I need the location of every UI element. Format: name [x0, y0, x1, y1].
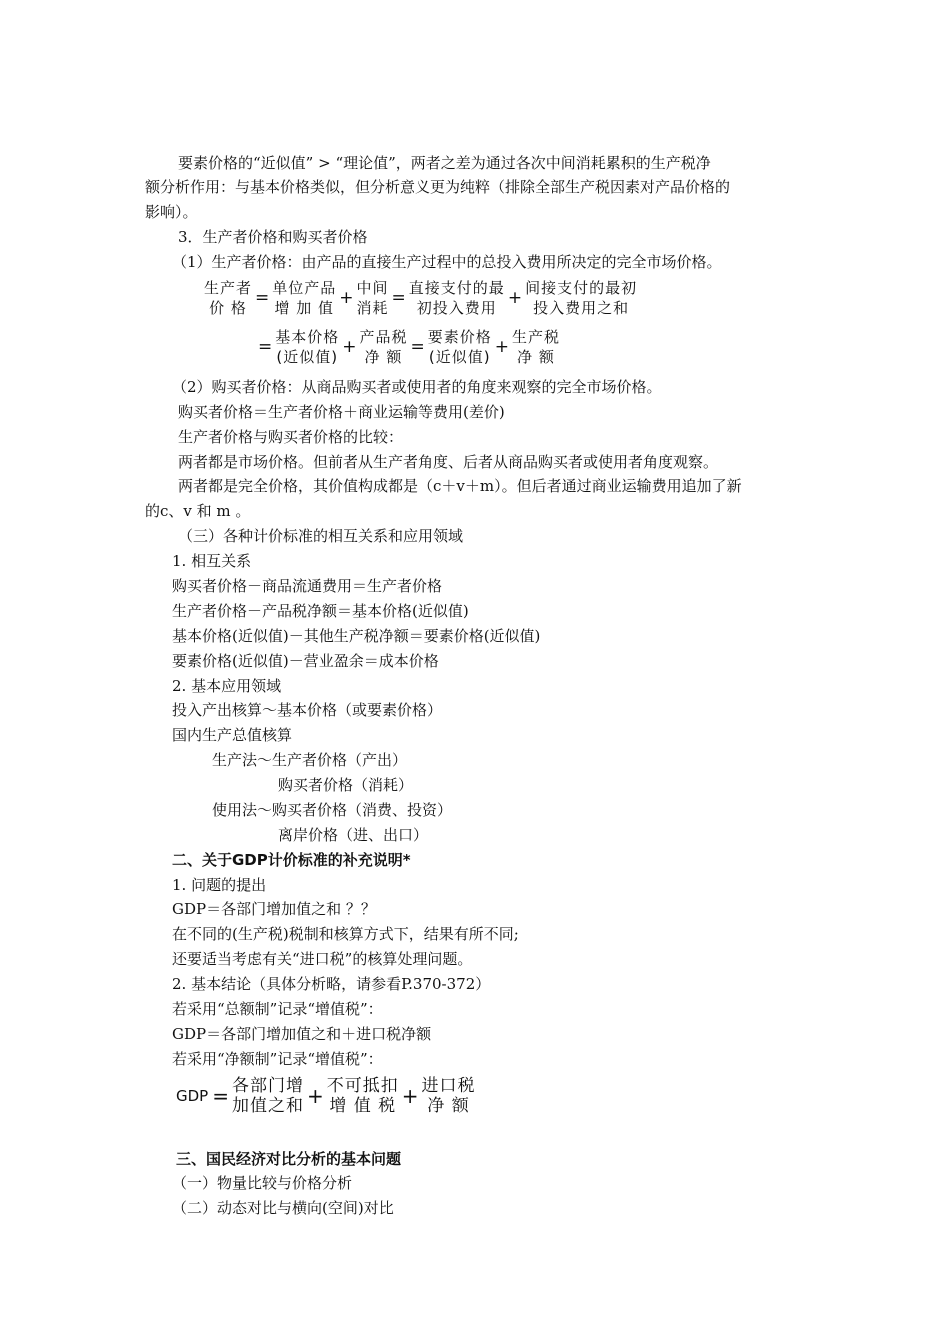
section-heading: 三、国民经济对比分析的基本问题	[176, 1150, 402, 1168]
subsection-heading: 1. 相互关系	[172, 552, 252, 570]
text-line: 使用法～购买者价格（消费、投资）	[212, 801, 453, 819]
text-line: 生产法～生产者价格（产出）	[212, 751, 408, 769]
subsection-heading: 2. 基本应用领域	[172, 677, 282, 695]
text-line: 生产者价格与购买者价格的比较：	[178, 428, 404, 446]
text-line: 影响）。	[145, 203, 198, 221]
text-line: 还要适当考虑有关“进口税”的核算处理问题。	[172, 950, 473, 968]
text-line: 国内生产总值核算	[172, 726, 293, 744]
gdp-net-formula: GDP = 各部门增 加值之和 + 不可抵扣 增 值 税 + 进口税 净 额	[176, 1076, 476, 1116]
text-line: 投入产出核算～基本价格（或要素价格）	[172, 701, 443, 719]
text-line: GDP＝各部门增加值之和＋进口税净额	[172, 1025, 432, 1043]
text-line: 要素价格的“近似值” > “理论值”，两者之差为通过各次中间消耗累积的生产税净	[178, 154, 711, 172]
text-line: 购买者价格＝生产者价格＋商业运输等费用(差价)	[178, 403, 505, 421]
section-heading: 二、关于GDP计价标准的补充说明*	[172, 851, 411, 869]
text-line: 的c、v 和 m 。	[145, 502, 251, 520]
text-line: 购买者价格（消耗）	[278, 776, 414, 794]
text-line: 在不同的(生产税)税制和核算方式下，结果有所不同;	[172, 925, 519, 943]
text-line: 基本价格(近似值)－其他生产税净额＝要素价格(近似值)	[172, 627, 541, 645]
text-line: 额分析作用：与基本价格类似，但分析意义更为纯粹（排除全部生产税因素对产品价格的	[145, 178, 731, 196]
text-line: 若采用“净额制”记录“增值税”：	[172, 1050, 383, 1068]
text-line: （1）生产者价格：由产品的直接生产过程中的总投入费用所决定的完全市场价格。	[172, 253, 722, 271]
text-line: 要素价格(近似值)－营业盈余＝成本价格	[172, 652, 439, 670]
text-line: 若采用“总额制”记录“增值税”：	[172, 1000, 383, 1018]
subsection-heading: 1. 问题的提出	[172, 876, 267, 894]
producer-price-formula: 生产者 价 格 = 单位产品 增 加 值 + 中间 消耗 = 直接支付的最 初投入费用 + 间接支付的最初 投入费用之和	[204, 279, 638, 317]
subsection-heading: （一）物量比较与价格分析	[172, 1174, 353, 1192]
text-line: 生产者价格－产品税净额＝基本价格(近似值)	[172, 602, 469, 620]
text-line: 离岸价格（进、出口）	[278, 826, 429, 844]
producer-price-formula-continued: = 基本价格 (近似值) + 产品税 净 额 = 要素价格 (近似值) + 生产税 净 额	[258, 328, 561, 366]
text-line: 两者都是完全价格，其价值构成都是（c＋v＋m）。但后者通过商业运输费用追加了新	[178, 477, 742, 495]
section-heading: （三）各种计价标准的相互关系和应用领域	[178, 527, 464, 545]
text-line: 购买者价格－商品流通费用＝生产者价格	[172, 577, 443, 595]
text-line: （2）购买者价格：从商品购买者或使用者的角度来观察的完全市场价格。	[172, 378, 662, 396]
section-heading: 3．生产者价格和购买者价格	[178, 228, 368, 246]
text-line: 两者都是市场价格。但前者从生产者角度、后者从商品购买者或使用者角度观察。	[178, 453, 719, 471]
subsection-heading: 2. 基本结论（具体分析略，请参看P.370-372）	[172, 975, 491, 993]
text-line: GDP＝各部门增加值之和 ？？	[172, 900, 376, 918]
subsection-heading: （二）动态对比与横向(空间)对比	[172, 1199, 394, 1217]
